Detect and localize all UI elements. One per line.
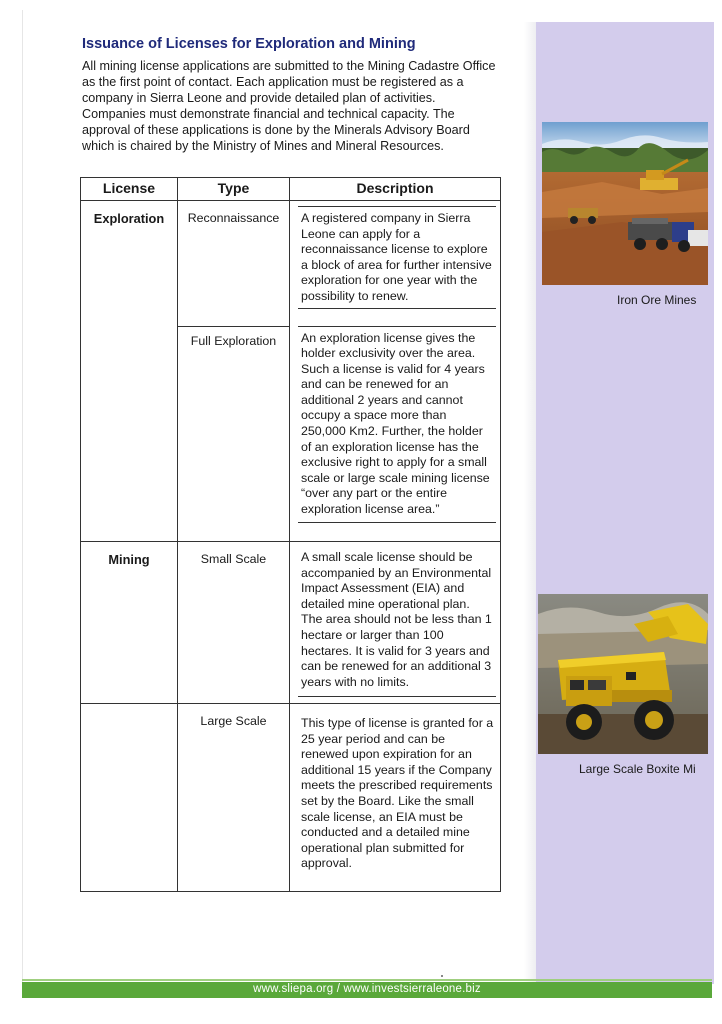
table-row: [81, 704, 501, 892]
table-header-row: [81, 178, 501, 201]
table-row: [81, 542, 501, 704]
license-cell: [81, 316, 178, 542]
description-text: A small scale license should be accompanied by an Environmental Impact Assessment (EIA) and detailed mine operational plan. The area should not be less than 1 hectare or larger than 100 hectares. It is valid for 3 years and can be renewed for an additional 3 years with no limits.: [298, 550, 496, 697]
type-cell: Large Scale: [178, 704, 290, 892]
header-description: Description: [290, 178, 501, 201]
type-cell: Small Scale: [178, 542, 290, 704]
table-row: [81, 316, 501, 542]
description-cell: [290, 704, 501, 892]
photo-caption: Large Scale Boxite Mi: [579, 762, 696, 776]
haul-truck-photo: [538, 594, 708, 754]
type-cell: Reconnaissance: [178, 201, 290, 316]
photo-caption: Iron Ore Mines: [617, 293, 697, 307]
iron-ore-mine-photo: [542, 122, 708, 285]
description-text: A registered company in Sierra Leone can apply for a reconnaissance license to explore a block of area for further intensive exploration for one year with the possibility to renew.: [298, 206, 496, 309]
license-cell: [81, 704, 178, 892]
header-type: Type: [178, 178, 290, 201]
section-heading: Issuance of Licenses for Exploration and Mining: [82, 36, 416, 52]
type-cell: [178, 316, 290, 542]
type-text: Full Exploration: [177, 326, 290, 350]
table-row: [81, 201, 501, 316]
header-license: License: [81, 178, 178, 201]
footer-website-text: www.sliepa.org / www.investsierraleone.biz: [253, 983, 481, 995]
description-cell: [290, 542, 501, 704]
description-text: An exploration license gives the holder exclusivity over the area. Such a license is valid for 4 years and can be renewed for an additional 2 years and cannot occupy a space more than 250,000 Km2. Further, the holder of an exploration license has the exclusive right to apply for a small scale or large scale mining license “over any part or the entire exploration license area.”: [298, 326, 496, 523]
page-dot: [441, 975, 443, 977]
intro-paragraph: All mining license applications are submitted to the Mining Cadastre Office as the first point of contact. Each application must be registered as a company in Sierra Leone and provide detailed plan of activities. Companies must demonstrate financial and technical capacity. The approval of these applications is done by the Minerals Advisory Board which is chaired by the Ministry of Mines and Mineral Resources.: [82, 59, 496, 153]
description-text: This type of license is granted for a 25 year period and can be renewed upon expiration for an additional 15 years if the Company meets the prescribed requirements set by the Board. Like the small scale license, an EIA must be conducted and a detailed mine operational plan submitted for approval.: [301, 716, 494, 871]
description-cell: [290, 201, 501, 316]
footer-bar: [22, 982, 712, 998]
license-cell: Mining: [81, 542, 178, 704]
license-cell: Exploration: [81, 201, 178, 316]
license-table: [80, 177, 501, 892]
description-cell: [290, 316, 501, 542]
